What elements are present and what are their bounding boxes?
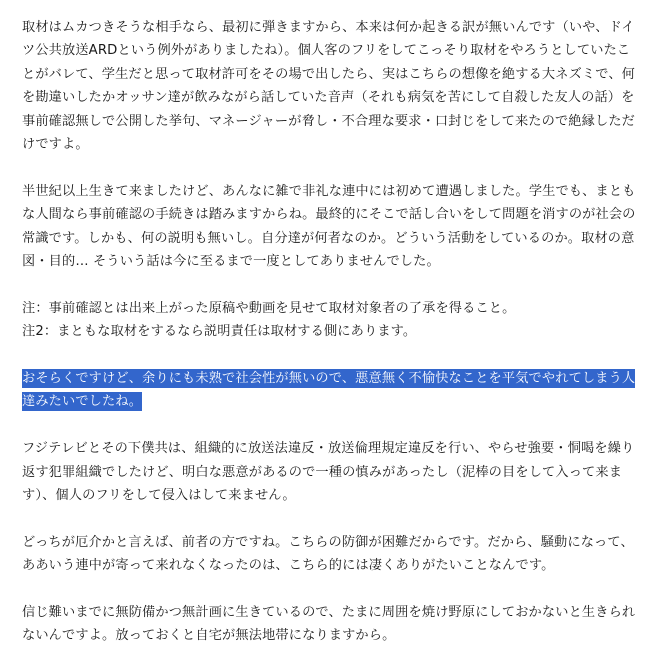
- paragraph-gap: [22, 414, 643, 437]
- paragraph-1: 取材はムカつきそうな相手なら、最初に弾きますから、本来は何か起きる訳が無いんです（いや、ドイツ公共放送ARDという例外がありましたね）。個人客のフリをしてこっそり取材をやろうとしていたことがバレて、学生だと思って取材許可をその場で出したら、実はこちらの想像を絶する大ネズミで、何を勘違いしたかオッサン達が飲みながら話していた音声（それも病気を苦にして自殺した友人の話）を事前確認無しで公開した挙句、マネージャーが脅し・不合理な要求・口封じをして来たので絶縁しただけですよ。: [22, 20, 635, 153]
- paragraph-7: 信じ難いまでに無防備かつ無計画に生きているので、たまに周囲を焼け野原にしておかないと生きられないんですよ。放っておくと自宅が無法地帯になりますから。: [22, 605, 636, 644]
- paragraph-gap: [22, 344, 643, 367]
- paragraph-5: フジテレビとその下僕共は、組織的に放送法違反・放送倫理規定違反を行い、やらせ強要・恫喝を繰り返す犯罪組織でしたけど、明白な悪意があるので一種の慎みがあったし（泥棒の目をして入って来ます）、個人のフリをして侵入はして来ません。: [22, 441, 635, 504]
- notes-block: [22, 297, 643, 344]
- paragraph-selected[interactable]: [22, 367, 643, 414]
- selected-text-highlight[interactable]: おそらくですけど、余りにも未熟で社会性が無いので、悪意無く不愉快なことを平気でやれてしまう人達みたいでしたね。: [22, 371, 636, 410]
- paragraph-2: 半世紀以上生きて来ましたけど、あんなに雑で非礼な連中には初めて遭遇しました。学生でも、まともな人間なら事前確認の手続きは踏みますからね。最終的にそこで話し合いをして問題を消すのが社会の常識です。しかも、何の説明も無いし。自分達が何者なのか。どういう活動をしているのか。取材の意図・目的… そういう話は今に至るまで一度としてありませんでした。: [22, 183, 636, 270]
- paragraph-gap: [22, 578, 643, 601]
- paragraph-gap: [22, 273, 643, 296]
- paragraph-gap: [22, 507, 643, 530]
- paragraph-gap: [22, 156, 643, 179]
- note-line-1: 注：事前確認とは出来上がった原稿や動画を見せて取材対象者の了承を得ること。: [22, 300, 516, 316]
- note-line-2: 注2：まともな取材をするなら説明責任は取材する側にあります。: [22, 324, 417, 340]
- paragraph-6: どっちが厄介かと言えば、前者の方ですね。こちらの防御が困難だからです。だから、騒動になって、ああいう連中が寄って来れなくなったのは、こちら的には凄くありがたいことなんです。: [22, 534, 634, 574]
